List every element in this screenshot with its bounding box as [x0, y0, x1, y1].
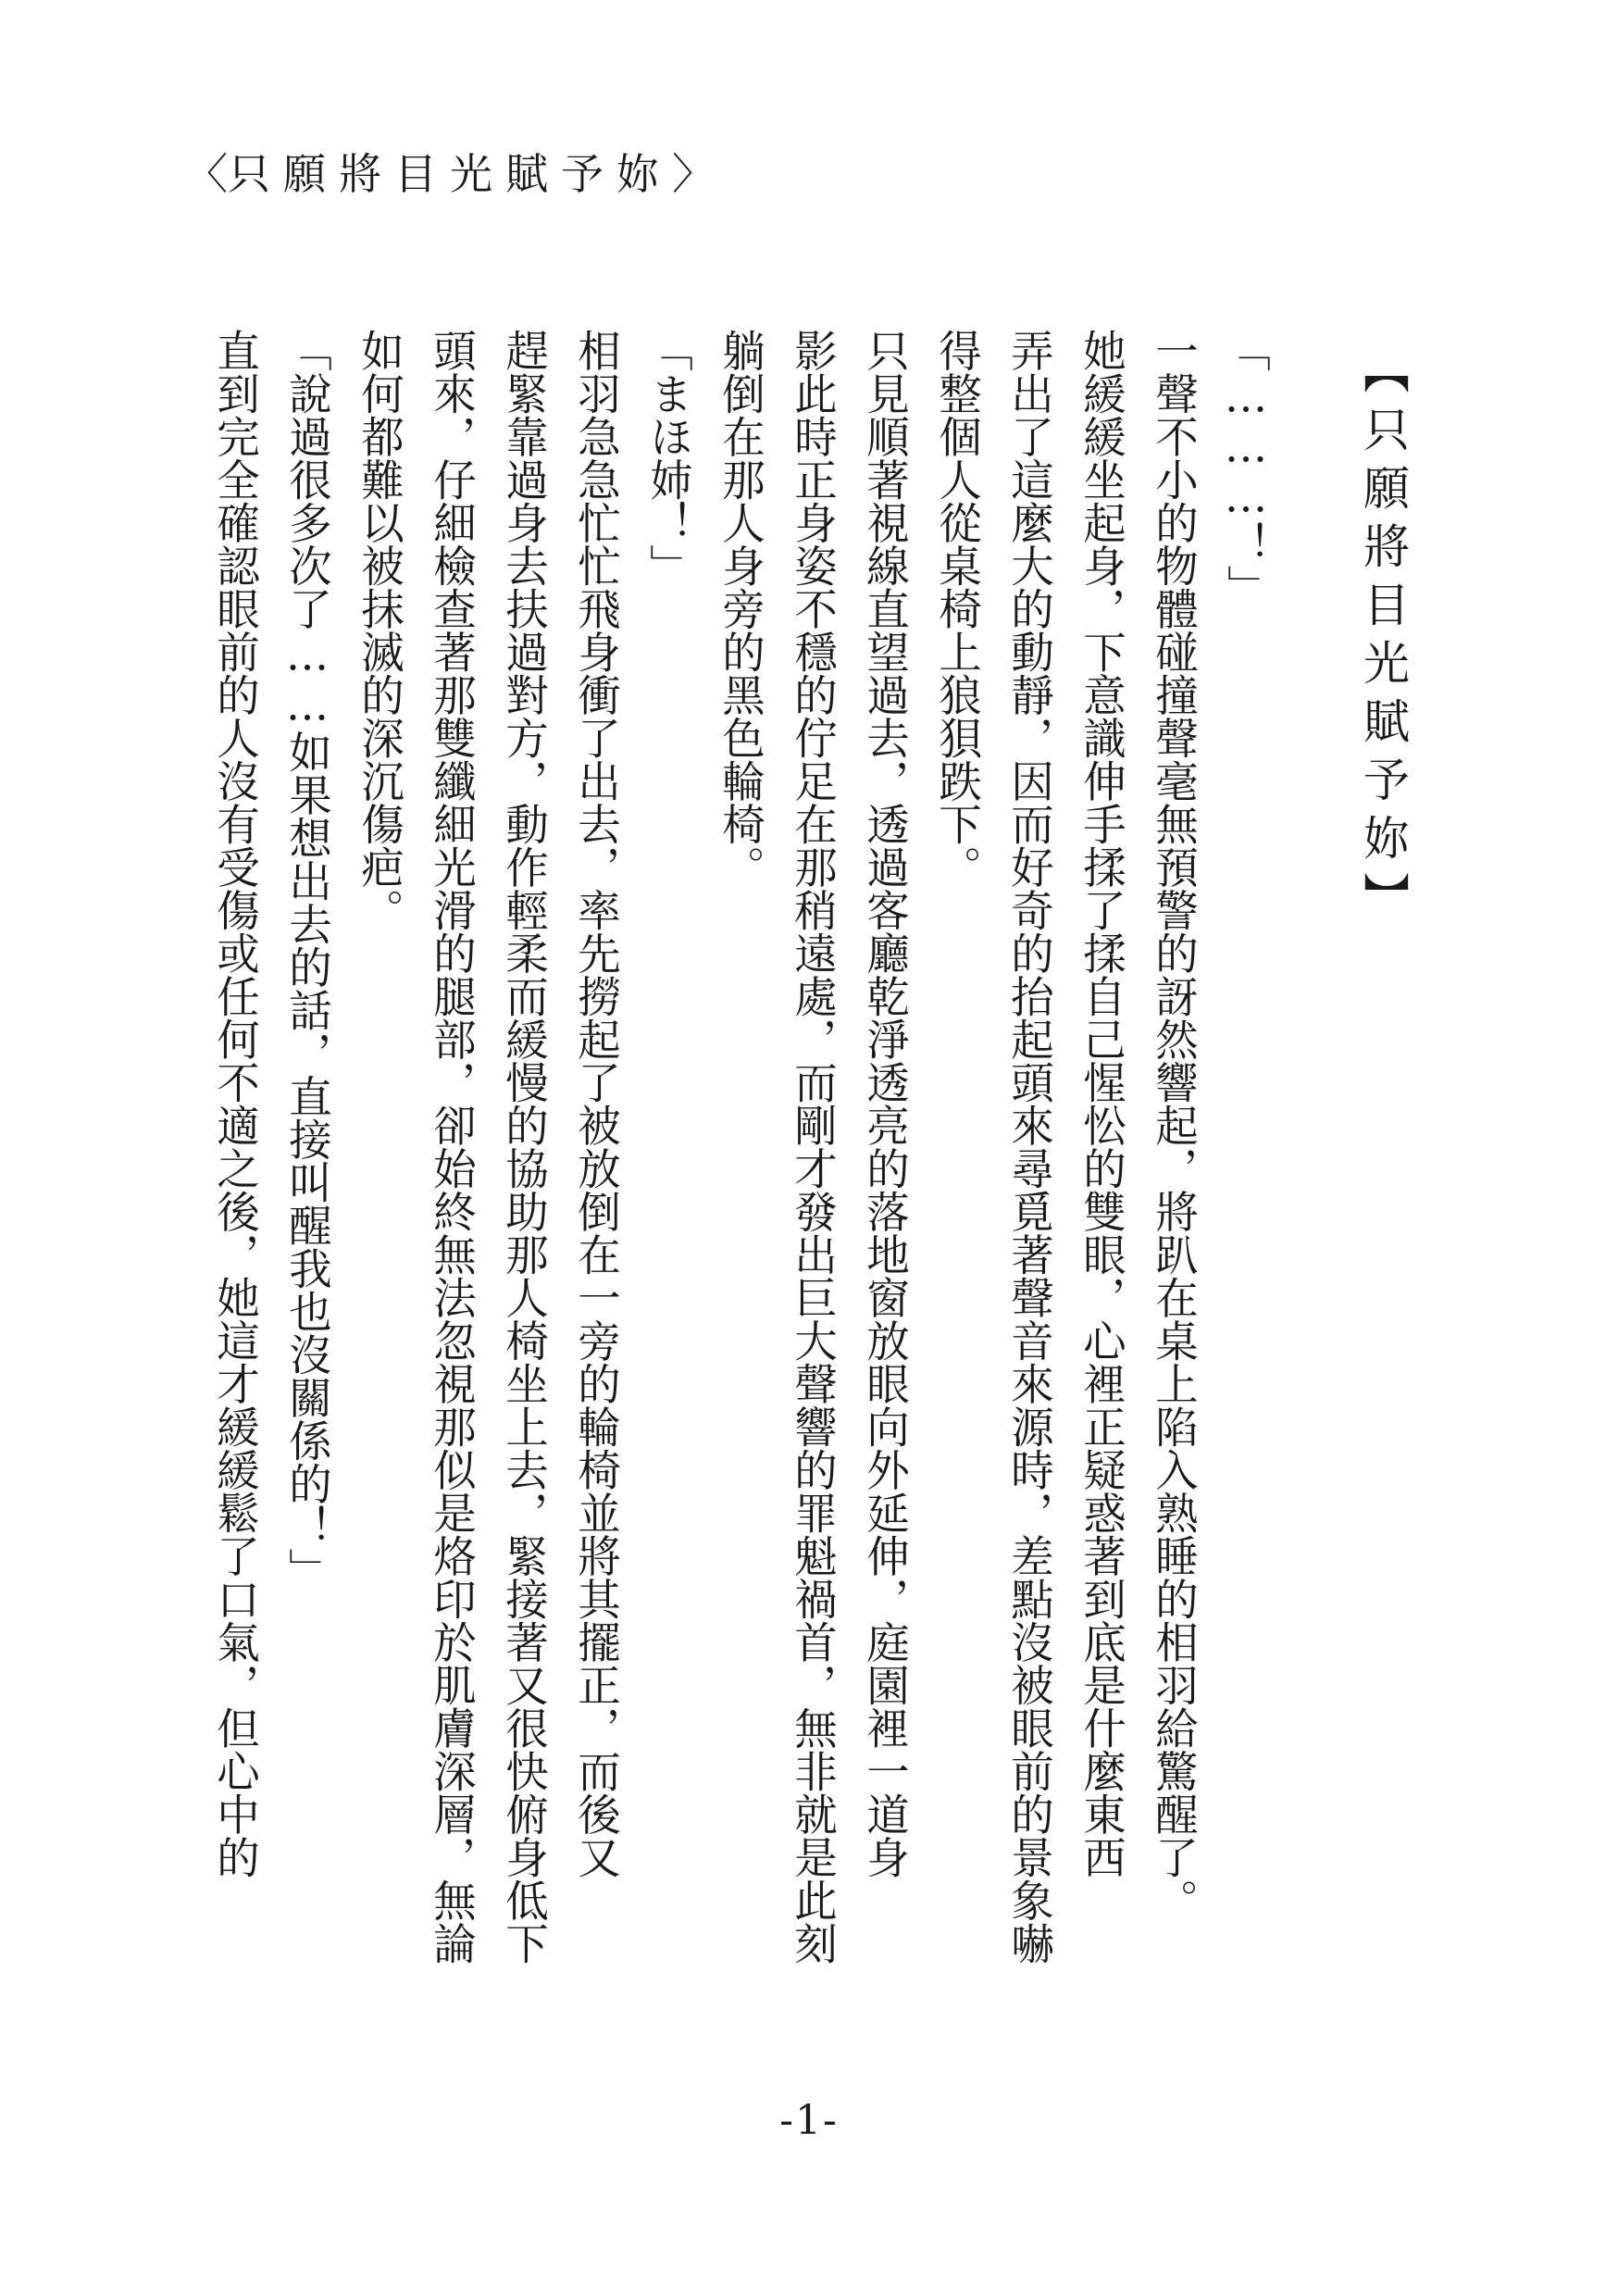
- text-column: 「まほ姉！」: [643, 329, 693, 587]
- text-column: 「說過很多次了……如果想出去的話，直接叫醒我也沒關係的！」: [282, 329, 332, 1591]
- page-number: -1-: [779, 2097, 839, 2144]
- text-column: 頭來，仔細檢查著那雙纖細光滑的腿部，卻始終無法忽視那似是烙印於肌膚深層，無論: [427, 329, 477, 1965]
- chapter-title: 【只願將目光賦予妳】: [1356, 347, 1410, 930]
- header-title: 只願將目光賦予妳: [228, 149, 672, 199]
- vertical-text-block: [199, 329, 1419, 2069]
- text-column: 相羽急急忙忙飛身衝了出去，率先撈起了被放倒在一旁的輪椅並將其擺正，而後又: [571, 329, 621, 1878]
- text-column: 得整個人從桌椅上狼狽跌下。: [932, 329, 982, 889]
- text-column: 趕緊靠過身去扶過對方，動作輕柔而緩慢的協助那人椅坐上去，緊接著又很快俯身低下: [499, 329, 549, 1965]
- text-column: 「………！」: [1221, 329, 1271, 608]
- text-column: 影此時正身姿不穩的佇足在那稍遠處，而剛才發出巨大聲響的罪魁禍首，無非就是此刻: [788, 329, 838, 1965]
- text-column: 躺倒在那人身旁的黑色輪椅。: [716, 329, 765, 889]
- header-open-bracket: 〈: [185, 149, 228, 199]
- header-close-bracket: 〉: [672, 149, 715, 199]
- running-header: [185, 149, 715, 199]
- text-column: 一聲不小的物體碰撞聲毫無預警的訝然響起，將趴在桌上陷入熟睡的相羽給驚醒了。: [1149, 329, 1199, 1922]
- text-column: 只見順著視線直望過去，透過客廳乾淨透亮的落地窗放眼向外延伸，庭園裡一道身: [860, 329, 910, 1878]
- text-column: 直到完全確認眼前的人沒有受傷或任何不適之後，她這才緩緩鬆了口氣，但心中的: [210, 329, 260, 1878]
- text-column: 如何都難以被抹滅的深沉傷疤。: [355, 329, 404, 931]
- text-column: 她緩緩坐起身，下意識伸手揉了揉自己惺忪的雙眼，心裡正疑惑著到底是什麼東西: [1077, 329, 1126, 1878]
- text-column: 弄出了這麼大的動靜，因而好奇的抬起頭來尋覓著聲音來源時，差點沒被眼前的景象嚇: [1004, 329, 1054, 1965]
